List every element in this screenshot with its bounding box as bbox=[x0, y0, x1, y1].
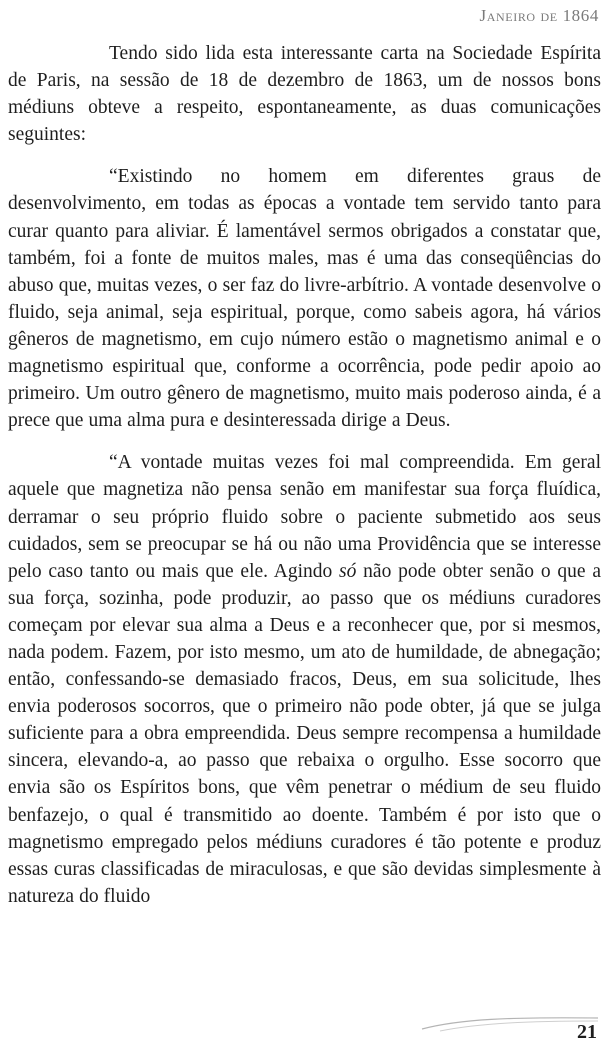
paragraph-3-text-start: “A vontade muitas vezes foi mal compreendida. Em geral aquele que magnetiza não pensa senão em manifestar sua força fluídica, derramar o seu próprio fluido sobre o paciente submetido aos seus cuidados, sem se preocupar se há ou não uma Providência que se interesse pelo caso tanto ou mais que ele. Agindo bbox=[8, 452, 601, 582]
paragraph-1: Tendo sido lida esta interessante carta na Sociedade Espírita de Paris, na sessão de 18 de dezembro de 1863, um de nossos bons médiuns obteve a respeito, espontaneamente, as duas comunicações seguintes: bbox=[8, 43, 601, 146]
page-number: 21 bbox=[577, 1021, 597, 1043]
paragraph-3-emphasis: só bbox=[339, 560, 357, 582]
paragraph-3 bbox=[8, 449, 601, 910]
paragraph-2: “Existindo no homem em diferentes graus de desenvolvimento, em todas as épocas a vontade tem servido tanto para curar quanto para aliviar. É lamentável sermos obrigados a constatar que, também, foi a fonte de muitos males, mas é uma das conseqüências do abuso que, muitas vezes, o ser faz do livre-arbítrio. A vontade desenvolve o fluido, seja animal, seja espiritual, porque, como sabeis agora, há vários gêneros de magnetismo, em cujo número estão o magnetismo animal e o magnetismo espiritual que, conforme a ocorrência, pode pedir apoio ao primeiro. Um outro gênero de magnetismo, muito mais poderoso ainda, é a prece que uma alma pura e desinteressada dirige a Deus. bbox=[8, 166, 601, 432]
paragraph-3-text-end: não pode obter senão o que a sua força, sozinha, pode produzir, ao passo que os médiuns curadores começam por elevar sua alma a Deus e a reconhecer que, por si mesmos, nada podem. Fazem, por isto mesmo, um ato de humildade, de abnegação; então, confessando-se demasiado fracos, Deus, em sua solicitude, lhes envia poderosos socorros, que o primeiro não pode obter, já que se julga suficiente para a obra empreendida. Deus sempre recompensa a humildade sincera, elevando-a, ao passo que rebaixa o orgulho. Esse socorro que envia são os Espíritos bons, que vêm penetrar o médium de seu fluido benfazejo, o qual é transmitido ao doente. Também é por isto que o magnetismo empregado pelos médiuns curadores é tão potente e produz essas curas classificadas de miraculosas, e que são devidas simplesmente à natureza do fluido bbox=[8, 560, 601, 907]
running-header: Janeiro de 1864 bbox=[479, 6, 599, 25]
footer-swash-ornament bbox=[420, 1015, 600, 1033]
page-body bbox=[8, 40, 601, 910]
